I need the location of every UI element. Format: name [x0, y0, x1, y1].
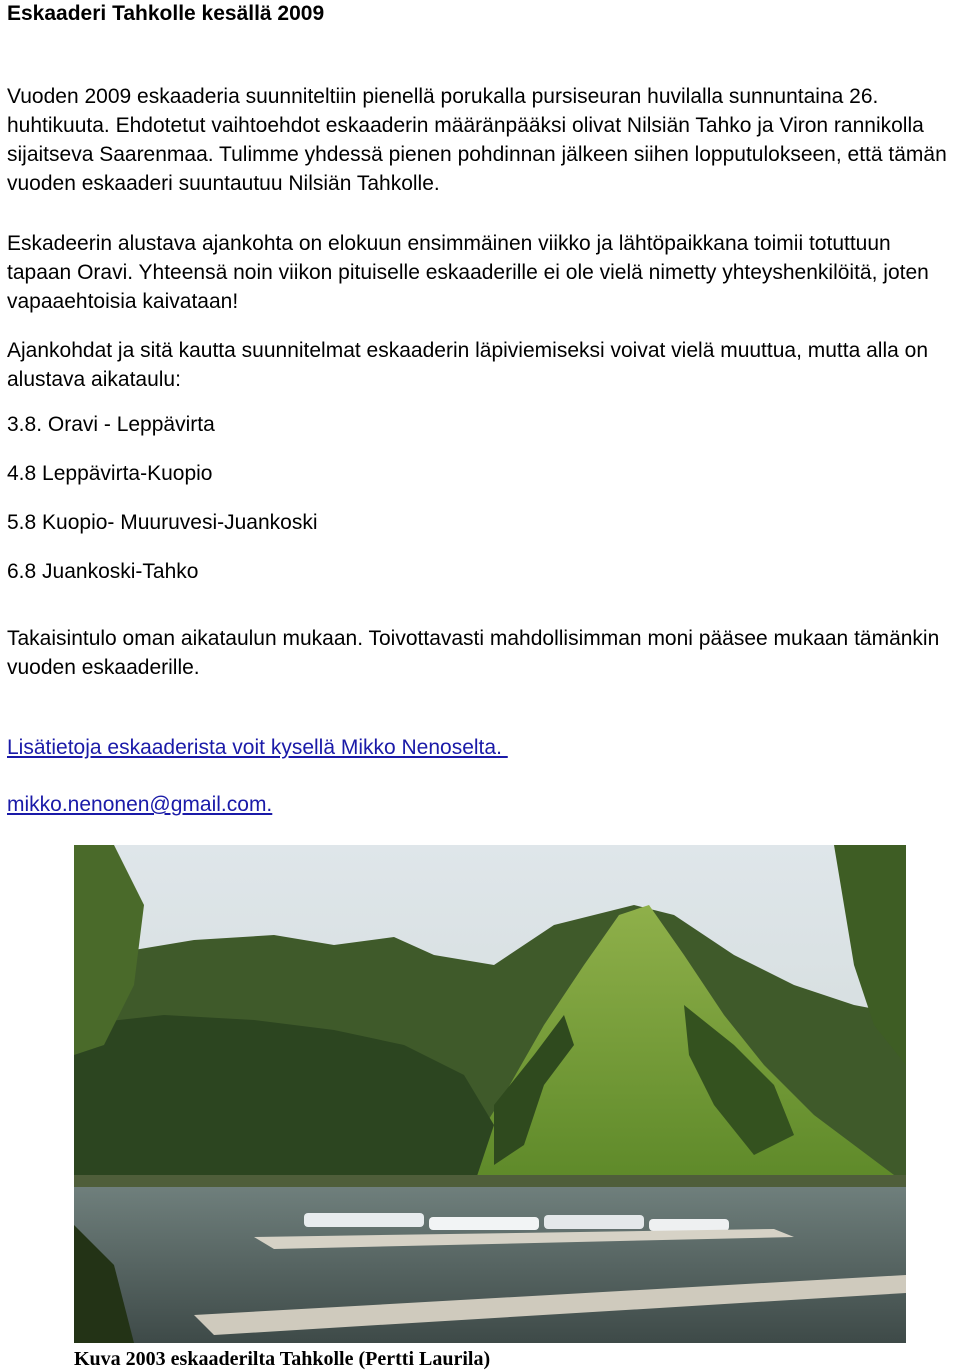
timing-paragraph: Eskadeerin alustava ajankohta on elokuun ensimmäinen viikko ja lähtöpaikkana toimii totuttuun tapaan Oravi. Yhteensä noin viikon pituiselle eskaaderille ei ole vielä nimetty yhteyshenkilöitä, joten vapaaehtoisia kaivataan! [7, 232, 929, 313]
email-link[interactable]: mikko.nenonen@gmail.com. [7, 793, 273, 816]
tahko-landscape-photo [74, 845, 906, 1343]
schedule-item: 3.8. Oravi - Leppävirta [7, 413, 215, 436]
intro-paragraph: Vuoden 2009 eskaaderia suunniteltiin pienellä porukalla pursiseuran huvilalla sunnuntaina 26. huhtikuuta. Ehdotetut vaihtoehdot eskaaderin määränpääksi olivat Nilsiän Tahko ja Viron rannikolla sijaitseva Saarenmaa. Tulimme yhdessä pienen pohdinnan jälkeen siihen lopputulokseen, että tämän vuoden eskaaderi suuntautuu Nilsiän Tahkolle. [7, 85, 947, 195]
closing-paragraph: Takaisintulo oman aikataulun mukaan. Toivottavasti mahdollisimman moni pääsee mukaan tämänkin vuoden eskaaderille. [7, 627, 940, 679]
schedule-item: 4.8 Leppävirta-Kuopio [7, 462, 213, 485]
schedule-item: 5.8 Kuopio- Muuruvesi-Juankoski [7, 511, 318, 534]
page-title: Eskaaderi Tahkolle kesällä 2009 [7, 2, 325, 25]
schedule-item: 6.8 Juankoski-Tahko [7, 560, 199, 583]
schedule-intro-paragraph: Ajankohdat ja sitä kautta suunnitelmat eskaaderin läpiviemiseksi voivat vielä muuttua, mutta alla on alustava aikataulu: [7, 339, 928, 391]
photo-caption: Kuva 2003 eskaaderilta Tahkolle (Pertti Laurila) [74, 1348, 491, 1370]
info-link[interactable]: Lisätietoja eskaaderista voit kysellä Mikko Nenoselta. [7, 736, 508, 759]
